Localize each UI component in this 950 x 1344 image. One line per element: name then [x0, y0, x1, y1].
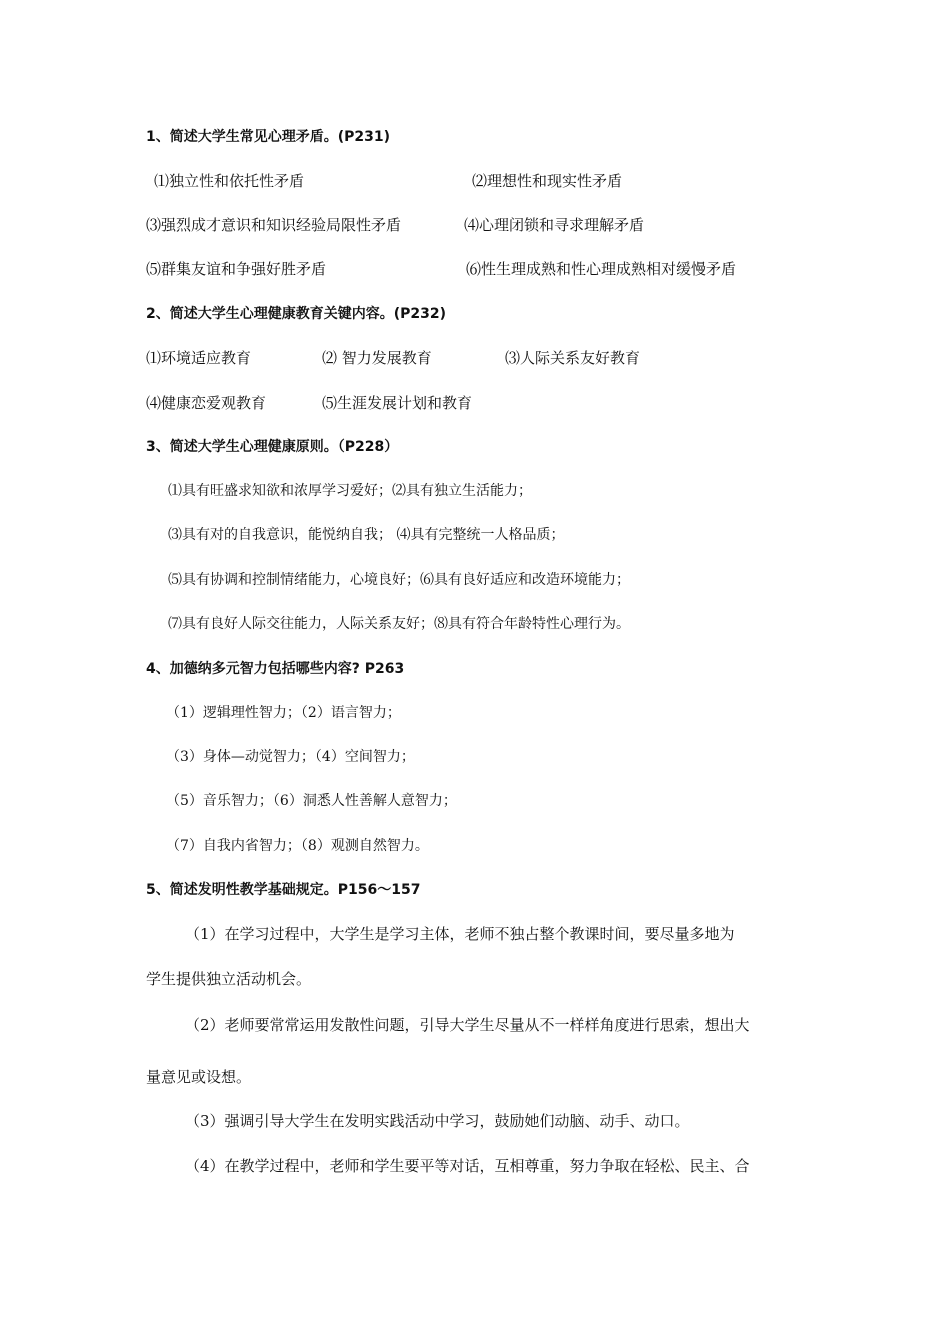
q4-line-2: （3）身体—动觉智力；（4）空间智力；	[166, 749, 415, 765]
q2-item-1: ⑴环境适应教育	[146, 349, 252, 367]
q1-item-6: ⑹性生理成熟和性心理成熟相对缓慢矛盾	[466, 260, 737, 278]
q5-para-1-line-2: 学生提供独立活动机会。	[146, 970, 312, 988]
q1-item-4: ⑷心理闭锁和寻求理解矛盾	[464, 216, 645, 234]
q5-para-2-line-1: （2）老师要常常运用发散性问题，引导大学生尽量从不一样样角度进行思索，想出大	[185, 1016, 750, 1034]
q1-item-5: ⑸群集友谊和争强好胜矛盾	[146, 260, 327, 278]
q3-line-4: ⑺具有良好人际交往能力，人际关系友好；⑻具有符合年龄特性心理行为。	[168, 616, 630, 632]
q4-line-3: （5）音乐智力；（6）洞悉人性善解人意智力；	[166, 793, 457, 809]
q5-para-4-line-1: （4）在教学过程中，老师和学生要平等对话，互相尊重，努力争取在轻松、民主、合	[185, 1157, 750, 1175]
q2-item-2: ⑵ 智力发展教育	[322, 349, 432, 367]
q2-item-3: ⑶人际关系友好教育	[505, 349, 641, 367]
q5-para-1-line-1: （1）在学习过程中，大学生是学习主体，老师不独占整个教课时间，要尽量多地为	[185, 925, 735, 943]
question-1-heading: 1、简述大学生常见心理矛盾。(P231)	[146, 129, 391, 145]
q1-item-3: ⑶强烈成才意识和知识经验局限性矛盾	[146, 216, 402, 234]
question-2-heading: 2、简述大学生心理健康教育关键内容。(P232)	[146, 306, 447, 322]
q4-line-1: （1）逻辑理性智力；（2）语言智力；	[166, 705, 401, 721]
q3-line-3: ⑸具有协调和控制情绪能力，心境良好；⑹具有良好适应和改造环境能力；	[168, 572, 630, 588]
q5-para-2-line-2: 量意见或设想。	[146, 1068, 252, 1086]
q1-item-2: ⑵理想性和现实性矛盾	[472, 172, 623, 190]
q1-item-1: ⑴独立性和依托性矛盾	[154, 172, 305, 190]
q2-item-4: ⑷健康恋爱观教育	[146, 394, 267, 412]
question-4-heading: 4、加德纳多元智力包括哪些内容? P263	[146, 661, 405, 677]
q3-line-1: ⑴具有旺盛求知欲和浓厚学习爱好；⑵具有独立生活能力；	[168, 483, 532, 499]
q2-item-5: ⑸生涯发展计划和教育	[322, 394, 473, 412]
question-3-heading: 3、简述大学生心理健康原则。（P228）	[146, 439, 399, 455]
q4-line-4: （7）自我内省智力；（8）观测自然智力。	[166, 838, 429, 854]
question-5-heading: 5、简述发明性教学基础规定。P156～157	[146, 882, 421, 898]
q3-line-2: ⑶具有对的自我意识，能悦纳自我； ⑷具有完整统一人格品质；	[168, 527, 565, 543]
q5-para-3: （3）强调引导大学生在发明实践活动中学习，鼓励她们动脑、动手、动口。	[185, 1112, 690, 1130]
